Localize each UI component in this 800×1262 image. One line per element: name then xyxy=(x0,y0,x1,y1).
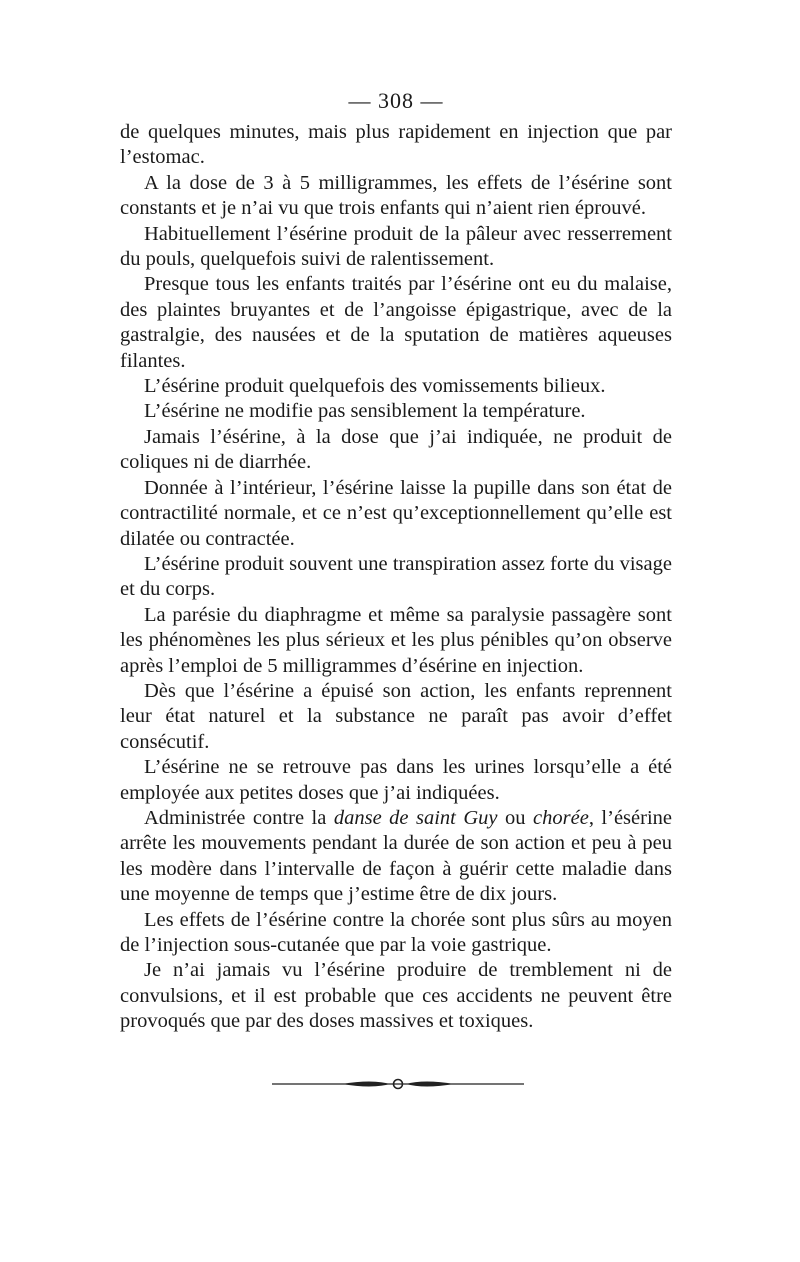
paragraph-text: ou xyxy=(497,806,534,829)
paragraph: La parésie du diaphragme et même sa paralysie passagère sont les phénomènes les plus sérieux et les plus pénibles qu’on observe après l’emploi de 5 milligrammes d’ésérine en injection. xyxy=(120,603,672,677)
paragraph: de quelques minutes, mais plus rapidement en injection que par l’estomac. xyxy=(120,121,672,169)
paragraph-text: , l’ésérine arrête les mouvements pendant la durée de son action et peu à peu les modère dans l’intervalle de façon à guérir cette maladie dans une moyenne de temps que j’estime être de dix jours. xyxy=(120,806,673,906)
end-ornament xyxy=(272,1077,524,1091)
paragraph: Dès que l’ésérine a épuisé son action, les enfants reprennent leur état naturel et la substance ne paraît pas avoir d’effet consécutif. xyxy=(120,679,672,753)
paragraph: Donnée à l’intérieur, l’ésérine laisse la pupille dans son état de contractilité normale, et ce n’est qu’exceptionnellement qu’elle est dilatée ou contractée. xyxy=(120,476,672,550)
page-number: — 308 — xyxy=(348,88,444,113)
paragraph: A la dose de 3 à 5 milligrammes, les effets de l’ésérine sont constants et je n’ai vu que trois enfants qui n’aient rien éprouvé. xyxy=(120,171,672,220)
paragraph: Je n’ai jamais vu l’ésérine produire de tremblement ni de convulsions, et il est probable que ces accidents ne peuvent être provoqués que par des doses massives et toxiques. xyxy=(120,959,672,1033)
paragraph: L’ésérine ne modifie pas sensiblement la température. xyxy=(144,400,586,423)
paragraph: L’ésérine ne se retrouve pas dans les urines lorsqu’elle a été employée aux petites doses que j’ai indiquées. xyxy=(120,756,672,804)
paragraph: L’ésérine produit quelquefois des vomissements bilieux. xyxy=(144,375,606,398)
paragraph: Jamais l’ésérine, à la dose que j’ai indiquée, ne produit de coliques ni de diarrhée. xyxy=(120,425,672,474)
paragraph: L’ésérine produit souvent une transpiration assez forte du visage et du corps. xyxy=(120,552,672,601)
paragraph: Les effets de l’ésérine contre la chorée sont plus sûrs au moyen de l’injection sous-cutanée que par la voie gastrique. xyxy=(120,908,672,956)
paragraph: Presque tous les enfants traités par l’ésérine ont eu du malaise, des plaintes bruyantes et de l’angoisse épigastrique, avec de la gastralgie, des nausées et de la sputation de matières aqueuses filantes. xyxy=(120,273,672,372)
paragraph xyxy=(120,806,672,908)
italic-term: chorée xyxy=(533,806,589,829)
paragraph-text: Administrée contre la xyxy=(144,806,334,829)
italic-term: danse de saint Guy xyxy=(333,806,498,829)
book-page xyxy=(120,88,672,1035)
paragraph: Habituellement l’ésérine produit de la pâleur avec resserrement du pouls, quelquefois suivi de ralentissement. xyxy=(120,222,672,271)
